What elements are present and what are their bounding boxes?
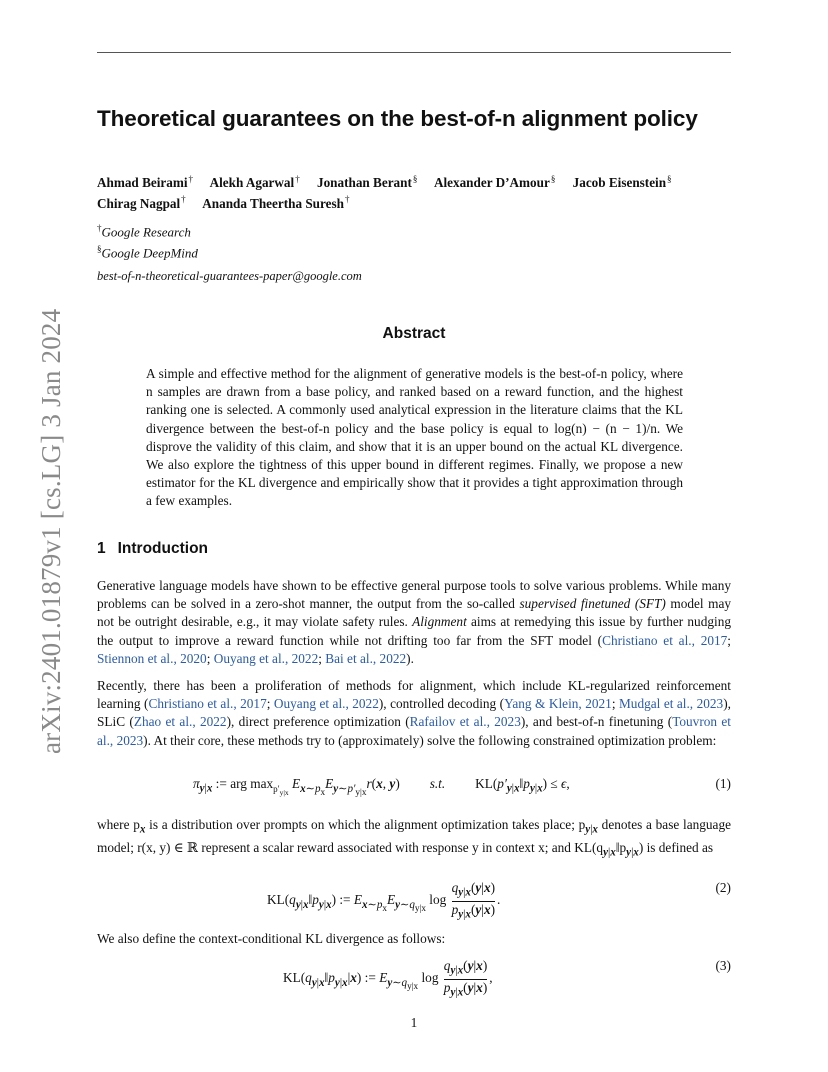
author: Alekh Agarwal† (209, 174, 300, 191)
intro-paragraph-4: We also define the context-conditional KL divergence as follows: (97, 931, 446, 946)
citation-link[interactable]: Rafailov et al., 2023 (409, 714, 521, 730)
citation-link[interactable]: Ouyang et al., 2022 (273, 696, 379, 712)
affiliation: §Google DeepMind (97, 243, 198, 261)
citation-link[interactable]: Stiennon et al., 2020 (97, 650, 207, 666)
author: Jonathan Berant§ (316, 174, 418, 191)
equation-body: $KL(q_{y|x}‖p_{y|x})$ := $E_{x\sim p_x}E_{y\sim q_{y|x}}$ log $\frac{q_{y|x}(y|x)}{p_{y|x}(y|x)}$ . (267, 880, 501, 921)
citation-link[interactable]: Yang & Klein, 2021 (504, 696, 612, 712)
top-rule (97, 52, 731, 53)
affiliations (97, 220, 198, 262)
equation-body: $KL(q_{y|x}‖p_{y|x}|x)$ := $E_{y\sim q_{y|x}}$ log $\frac{q_{y|x}(y|x)}{p_{y|x}(y|x)}$ , (283, 958, 493, 999)
abstract-heading: Abstract (382, 325, 446, 342)
author: Jacob Eisenstein§ (572, 174, 672, 191)
intro-paragraph-1: Generative language models have shown to be effective general purpose tools to solve various problems. While many problems can be solved in a zero-shot manner, the output from the so-called supervised finetuned (SFT) model may not be outright desirable, e.g., it may violate safety rules. Alignment aims at remedying this issue by further nudging the output to improve a reward function while not drifting too far from the SFT model (Christiano et al., 2017; Stiennon et al., 2020; Ouyang et al., 2022; Bai et al., 2022). (97, 578, 731, 666)
section-heading: 1 Introduction (97, 540, 209, 557)
citation-link[interactable]: Touvron et al., 2023 (97, 714, 731, 748)
citation-link[interactable]: Ouyang et al., 2022 (213, 650, 319, 666)
affiliation: †Google Research (97, 223, 191, 240)
author: Ahmad Beirami† (97, 174, 193, 191)
author: Alexander D’Amour§ (433, 174, 556, 191)
contact-email: best-of-n-theoretical-guarantees-paper@google.com (97, 269, 362, 283)
citation-link[interactable]: Mudgal et al., 2023 (618, 696, 724, 712)
citation-link[interactable]: Christiano et al., 2017 (602, 632, 728, 648)
intro-paragraph-3: where $p_x$ is a distribution over prompts on which the alignment optimization takes place; $p_{y|x}$ denotes a base language model; r(x, y) ∈ ℝ represent a scalar reward associated with response y in context x; and $KL(q_{y|x}‖p_{y|x})$ is defined as (97, 817, 731, 859)
arxiv-identifier: arXiv:2401.01879v1 [cs.LG] 3 Jan 2024 (36, 308, 66, 754)
equation-number: (1) (715, 776, 731, 791)
paper-title: Theoretical guarantees on the best-of-n alignment policy (97, 106, 698, 131)
citation-link[interactable]: Zhao et al., 2022 (133, 714, 227, 730)
equation-number: (2) (715, 880, 731, 895)
intro-paragraph-2: Recently, there has been a proliferation of methods for alignment, which include KL-regularized reinforcement learning (Christiano et al., 2017; Ouyang et al., 2022), controlled decoding (Yang & Klein, 2021; Mudgal et al., 2023), SLiC (Zhao et al., 2022), direct preference optimization (Rafailov et al., 2023), and best-of-n finetuning (Touvron et al., 2023). At their core, these methods try to (approximately) solve the following constrained optimization problem: (97, 678, 731, 748)
author: Chirag Nagpal† (97, 194, 186, 211)
equation-number: (3) (715, 958, 731, 973)
abstract-text: A simple and effective method for the alignment of generative models is the best-of-n policy, where n samples are drawn from a base policy, and ranked based on a reward function, and the highest ranking one is selected. A commonly used analytical expression in the literature claims that the KL divergence between the best-of-n policy and the base policy is equal to log(n) − (n − 1)/n. We disprove the validity of this claim, and show that it is an upper bound on the actual KL divergence. We also explore the tightness of this upper bound in different regimes. Finally, we propose a new estimator for the KL divergence and empirically show that it provides a tight approximation through a few examples. (146, 366, 683, 509)
citation-link[interactable]: Bai et al., 2022 (325, 650, 407, 666)
equation-body: $\pi_{y|x}$ := arg $\max_{p'_{y|x}} E_{x\sim p_x}E_{y\sim p'_{y|x}}r(x$, y) s.t. $KL(p'_{y|x}‖p_{y|x}) \le \epsilon$, (193, 776, 570, 797)
author-list (97, 171, 747, 212)
author: Ananda Theertha Suresh† (202, 194, 350, 211)
citation-link[interactable]: Christiano et al., 2017 (148, 696, 267, 712)
page-number: 1 (410, 1015, 418, 1030)
